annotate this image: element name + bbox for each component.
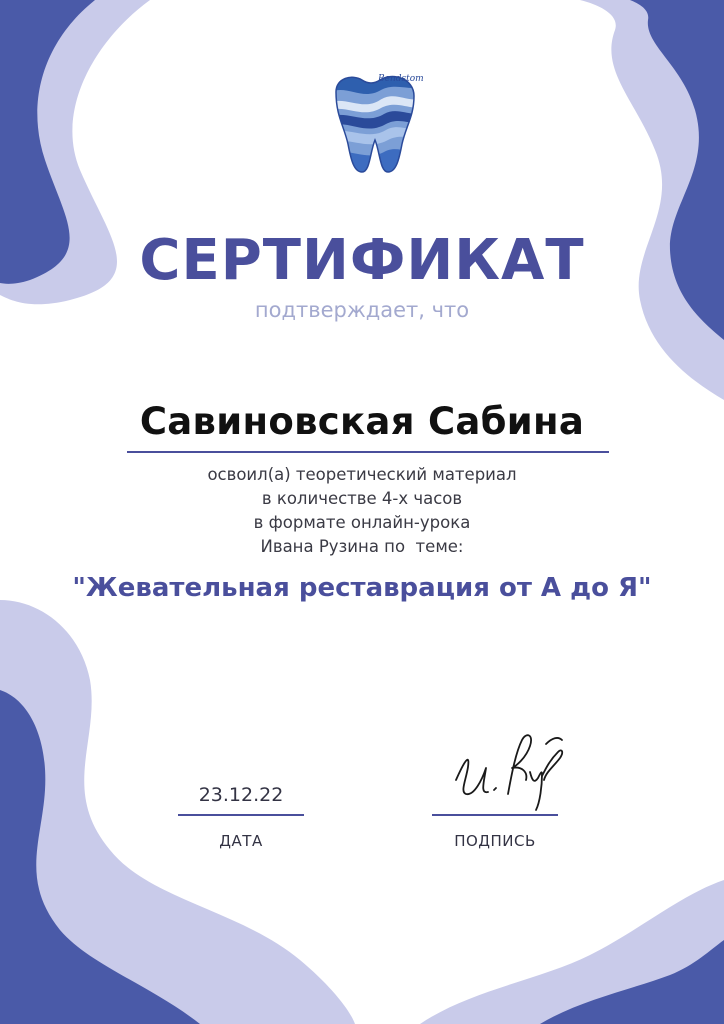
- course-title: "Жевательная реставрация от А до Я": [72, 573, 652, 603]
- handwritten-signature: [446, 722, 572, 814]
- body-line: в количестве 4-х часов: [261, 489, 463, 508]
- body-line: в формате онлайн-урока: [253, 513, 471, 532]
- logo-text: Bendstom: [378, 74, 424, 84]
- date-underline: [178, 814, 304, 816]
- signature-label: ПОДПИСЬ: [454, 832, 536, 850]
- tooth-logo-icon: [326, 72, 424, 176]
- certificate-body: [0, 463, 724, 559]
- certificate-title: СЕРТИФИКАТ: [139, 228, 585, 293]
- signature-underline: [432, 814, 558, 816]
- date-value: 23.12.22: [198, 784, 284, 806]
- date-label: ДАТА: [219, 832, 263, 850]
- certificate-subtitle: подтверждает, что: [254, 298, 470, 322]
- name-underline: [127, 451, 609, 453]
- body-line: освоил(а) теоретический материал: [207, 465, 517, 484]
- recipient-name: Савиновская Сабина: [139, 400, 585, 443]
- body-line: Ивана Рузина по теме:: [260, 537, 464, 556]
